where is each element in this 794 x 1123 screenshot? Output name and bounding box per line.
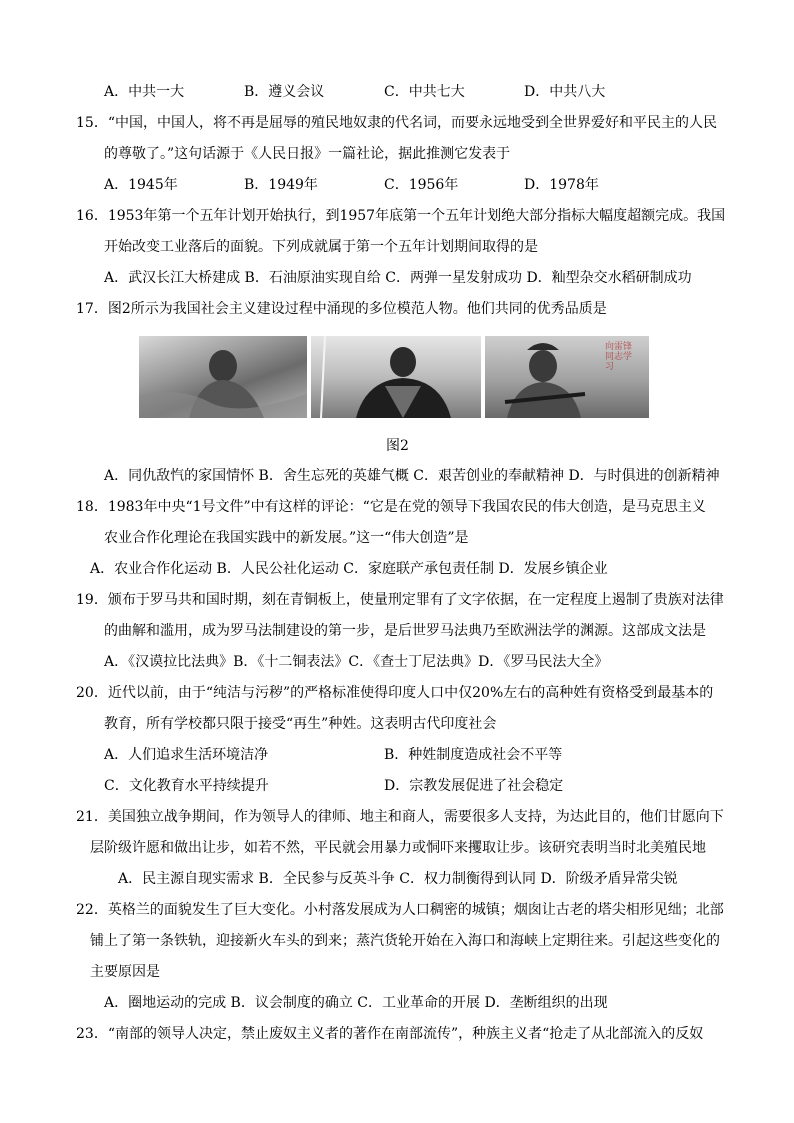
option-b: B．1949年: [244, 177, 318, 193]
question-22-stem-2: 铺上了第一条铁轨，迎接新火车头的到来；蒸汽货轮开始在入海口和海峡上定期往来。引起这些变化的: [90, 933, 720, 949]
option-b: B．遵义会议: [244, 84, 325, 100]
option-a: A．人们追求生活环境洁净: [104, 747, 269, 763]
option-c: C．文化教育水平持续提升: [104, 778, 269, 794]
question-16-options: A．武汉长江大桥建成 B．石油原油实现自给 C．两弹一星发射成功 D．籼型杂交水稻研制成功: [104, 270, 692, 286]
question-15-stem-2: 的尊敬了。”这句话源于《人民日报》一篇社论，据此推测它发表于: [104, 146, 511, 162]
option-b: B．种姓制度造成社会不平等: [384, 747, 563, 763]
question-16-stem-1: 16．1953年第一个五年计划开始执行，到1957年底第一个五年计划绝大部分指标大幅度超额完成。我国: [76, 208, 726, 224]
question-22-stem-3: 主要原因是: [90, 964, 160, 980]
question-19-options: A．《汉谟拉比法典》B．《十二铜表法》C．《查士丁尼法典》D．《罗马民法大全》: [104, 654, 609, 670]
model-worker-photo-1: [139, 336, 307, 418]
question-19-stem-2: 的曲解和滥用，成为罗马法制建设的第一步，是后世罗马法典乃至欧洲法学的渊源。这部成文法是: [104, 623, 706, 639]
calligraphy-inscription: 向雷锋 同志学 习: [605, 342, 633, 372]
option-d: D．1978年: [524, 177, 599, 193]
option-d: D．宗教发展促进了社会稳定: [384, 778, 564, 794]
question-17-options: A．同仇敌忾的家国情怀 B．舍生忘死的英雄气概 C．艰苦创业的奉献精神 D．与时俱进的创新精神: [104, 468, 720, 484]
question-16-stem-2: 开始改变工业落后的面貌。下列成就属于第一个五年计划期间取得的是: [104, 239, 538, 255]
option-a: A．中共一大: [104, 84, 185, 100]
option-c: C．1956年: [384, 177, 459, 193]
question-21-stem-2: 层阶级许愿和做出让步，如若不然，平民就会用暴力或恫吓来攫取让步。该研究表明当时北美殖民地: [90, 840, 706, 856]
question-17-stem: 17．图2所示为我国社会主义建设过程中涌现的多位模范人物。他们共同的优秀品质是: [76, 301, 607, 317]
option-c: C．中共七大: [384, 84, 465, 100]
question-20-stem-2: 教育，所有学校都只限于接受“再生”种姓。这表明古代印度社会: [104, 716, 497, 732]
question-22-stem-1: 22．英格兰的面貌发生了巨大变化。小村落发展成为人口稠密的城镇；烟囱让古老的塔尖相形见绌；北部: [76, 902, 724, 918]
model-worker-photo-2: [311, 336, 481, 418]
figure-2-photos: [139, 336, 649, 418]
question-21-options: A．民主源自现实需求 B．全民参与反英斗争 C．权力制衡得到认同 D．阶级矛盾异常尖锐: [118, 871, 678, 887]
option-a: A．1945年: [104, 177, 178, 193]
question-20-stem-1: 20．近代以前，由于“纯洁与污秽”的严格标准使得印度人口中仅20%左右的高种姓有资格受到最基本的: [76, 685, 714, 701]
question-19-stem-1: 19．颁布于罗马共和国时期，刻在青铜板上，使量刑定罪有了文字依据，在一定程度上遏制了贵族对法律: [76, 592, 724, 608]
model-worker-photo-3: [485, 336, 649, 418]
question-15-stem-1: 15．“中国，中国人，将不再是屈辱的殖民地奴隶的代名词，而要永远地受到全世界爱好和平民主的人民: [76, 115, 717, 131]
question-23-stem-1: 23．“南部的领导人决定，禁止废奴主义者的著作在南部流传”，种族主义者“抢走了从北部流入的反奴: [76, 1026, 704, 1042]
option-d: D．中共八大: [524, 84, 606, 100]
question-18-stem-1: 18．1983年中央“1号文件”中有这样的评论：“它是在党的领导下我国农民的伟大创造，是马克思主义: [76, 499, 706, 515]
question-18-stem-2: 农业合作化理论在我国实践中的新发展。”这一“伟大创造”是: [104, 530, 469, 546]
question-21-stem-1: 21．美国独立战争期间，作为领导人的律师、地主和商人，需要很多人支持，为达此目的，他们甘愿向下: [76, 809, 724, 825]
question-22-options: A．圈地运动的完成 B．议会制度的确立 C．工业革命的开展 D．垄断组织的出现: [104, 995, 608, 1011]
question-18-options: A．农业合作化运动 B．人民公社化运动 C．家庭联产承包责任制 D．发展乡镇企业: [90, 561, 608, 577]
figure-caption: 图2: [386, 438, 409, 454]
